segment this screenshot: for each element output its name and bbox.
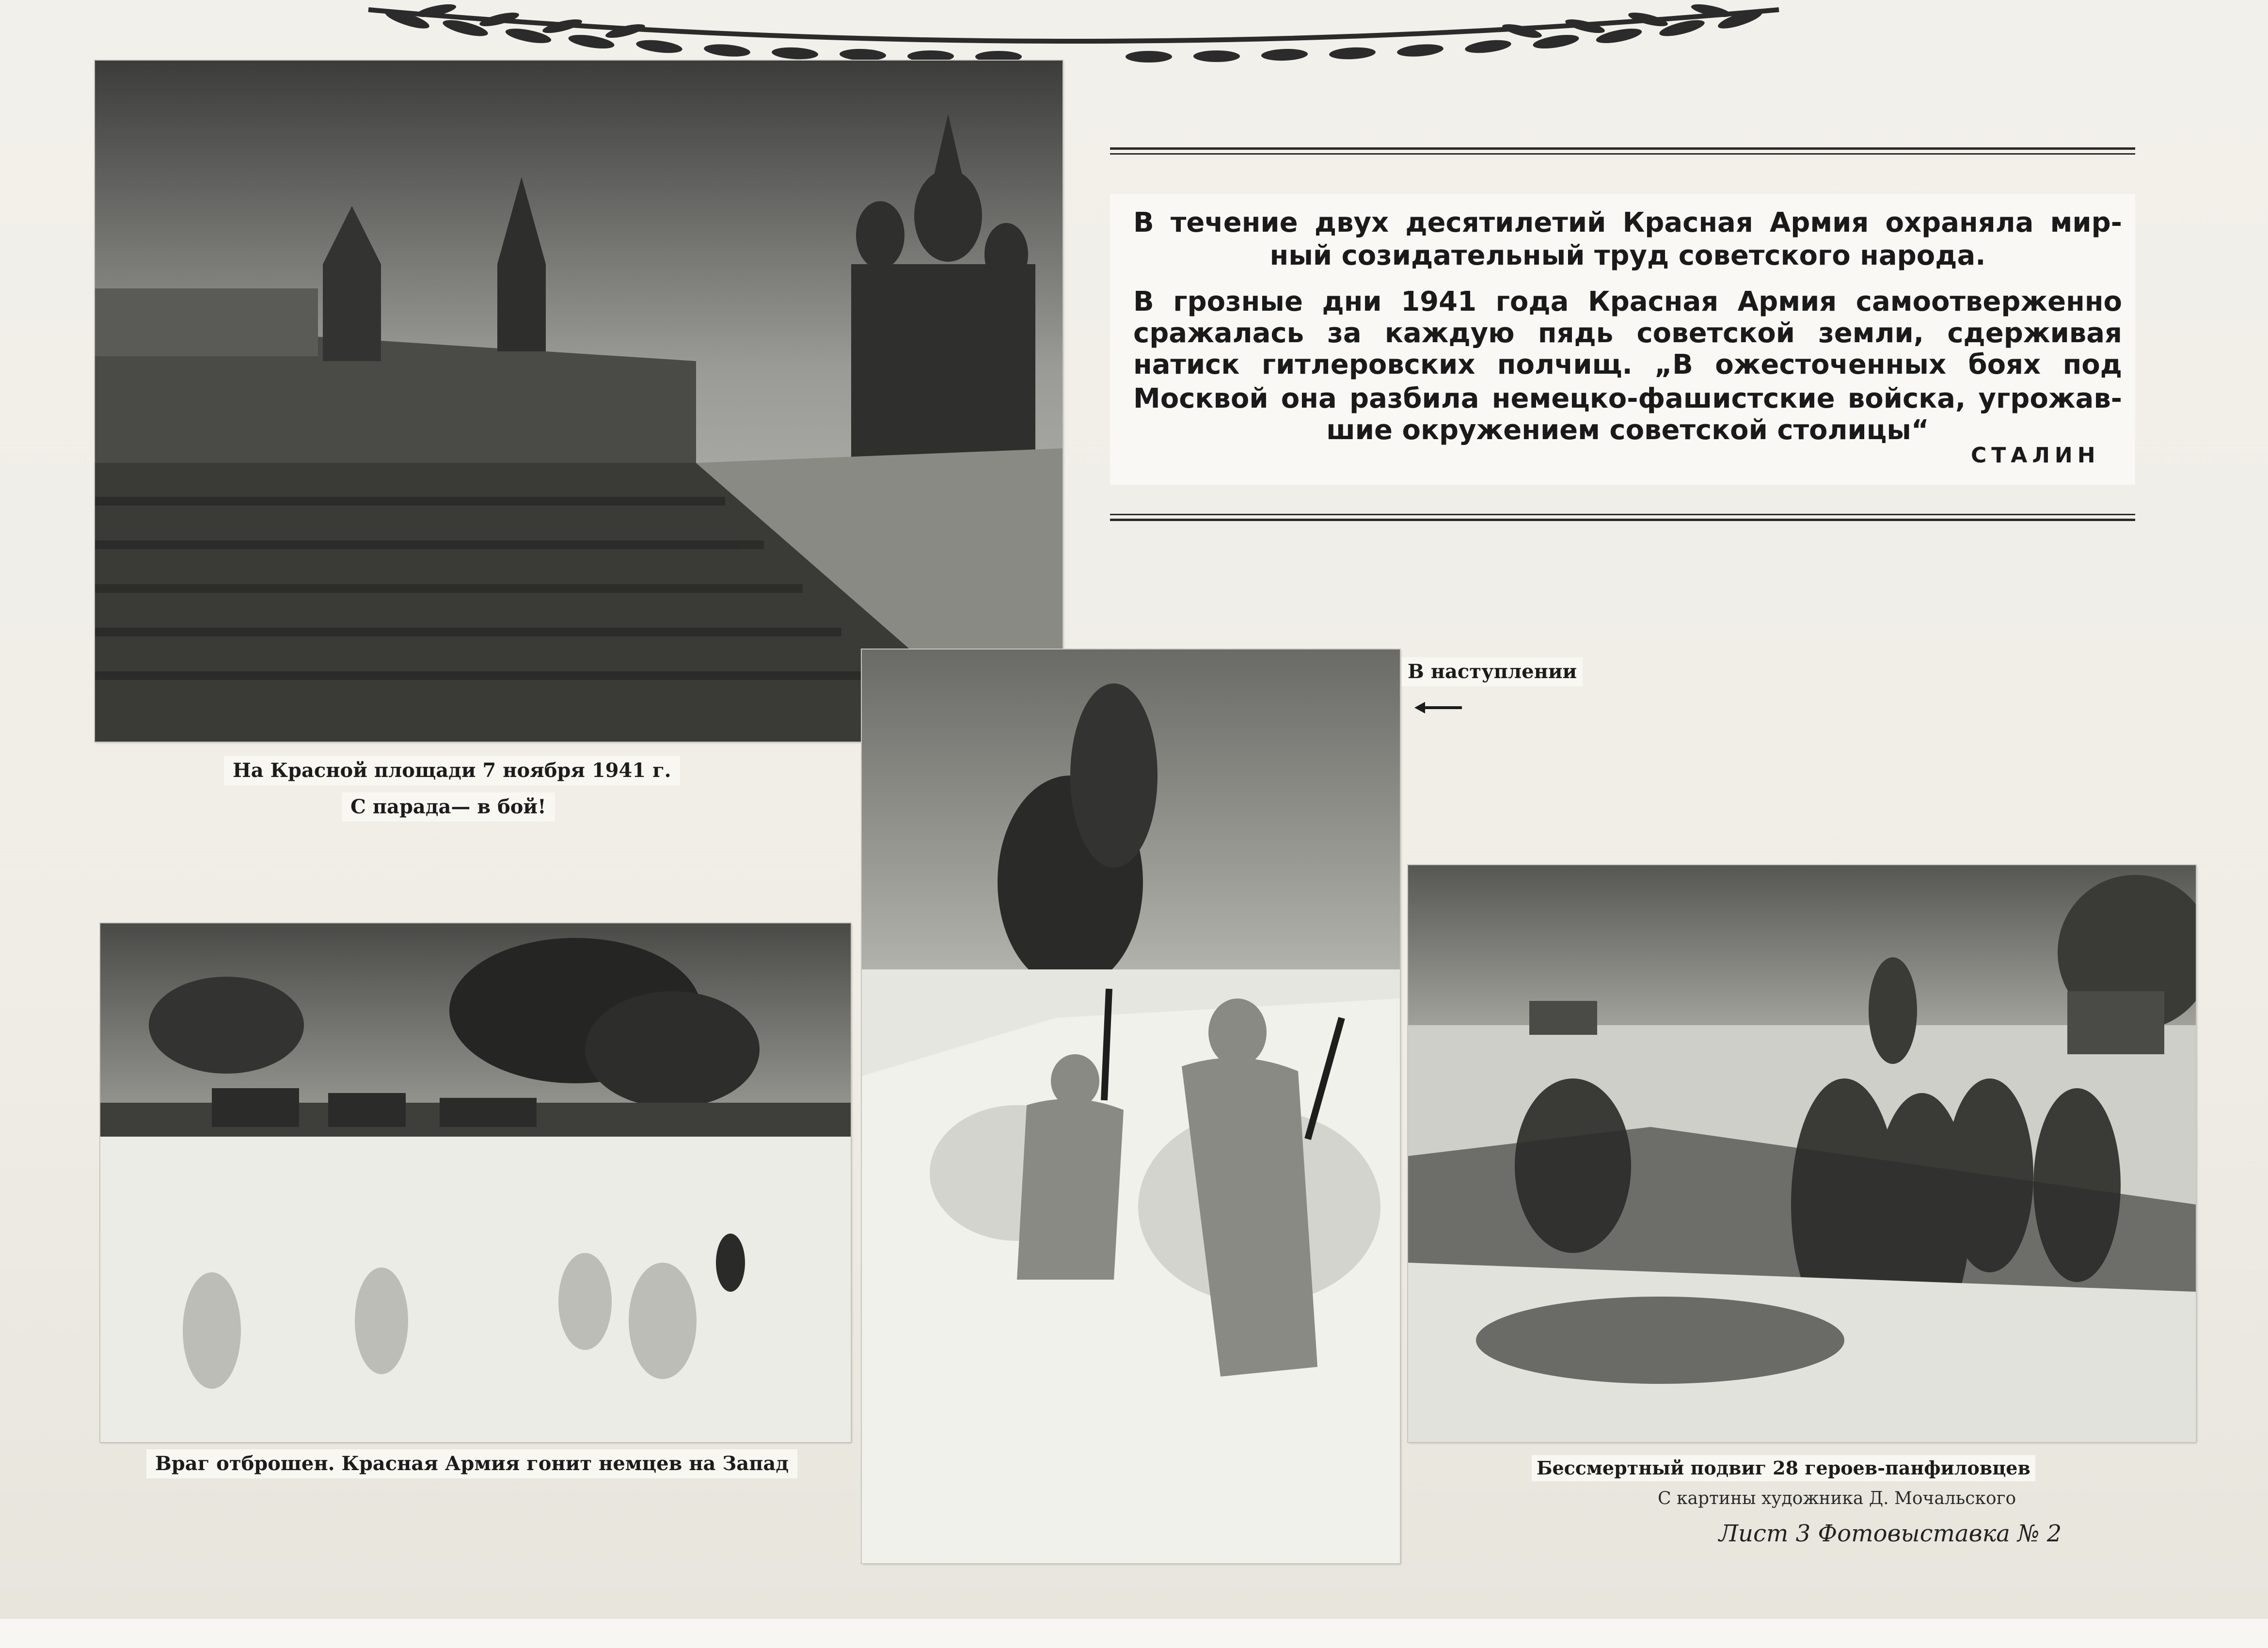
caption-parade-line2: С парада— в бой! <box>342 792 555 822</box>
scan-margin <box>0 1619 2268 1648</box>
bottom-rule <box>1110 519 2135 521</box>
panfilov-heroes-painting <box>1408 865 2196 1442</box>
bottom-rule-thin <box>1110 514 2135 515</box>
caption-panfilov-credit: С картины художника Д. Мочальского <box>1658 1489 2016 1508</box>
laurel-garland-ornament <box>359 0 1789 68</box>
quote-line-1: В течение двух десятилетий Красная Армия охраняла мир- <box>1133 207 2122 238</box>
top-rule-thin <box>1110 153 2135 155</box>
enemy-thrown-back-photo <box>100 923 851 1442</box>
caption-offensive: В наступлении <box>1402 657 1583 686</box>
caption-enemy-thrown-back: Враг отброшен. Красная Армия гонит немцев на Запад <box>146 1449 797 1478</box>
quote-line-4: сражалась за каждую пядь советской земли, сдерживая <box>1133 317 2122 349</box>
top-rule <box>1110 147 2135 150</box>
quote-line-2: ный созидательный труд советского народа. <box>1269 240 1986 271</box>
quote-line-3: В грозные дни 1941 года Красная Армия самоотверженно <box>1133 286 2122 317</box>
quote-line-7: шие окружением советской столицы“ <box>1326 414 1929 446</box>
quote-author: СТАЛИН <box>1971 443 2100 468</box>
left-arrow-icon <box>1414 698 1463 717</box>
quote-line-5: натиск гитлеровских полчищ. „В ожесточенных боях под <box>1133 349 2122 380</box>
red-square-parade-photo <box>95 61 1063 742</box>
sheet-label: Лист 3 Фотовыставка № 2 <box>1719 1520 2062 1547</box>
quote-line-6: Москвой она разбила немецко-фашистские войска, угрожав- <box>1133 383 2122 414</box>
caption-parade-line1: На Красной площади 7 ноября 1941 г. <box>224 756 680 785</box>
offensive-soldiers-photo <box>862 650 1400 1563</box>
caption-panfilov-title: Бессмертный подвиг 28 героев-панфиловцев <box>1532 1455 2035 1481</box>
